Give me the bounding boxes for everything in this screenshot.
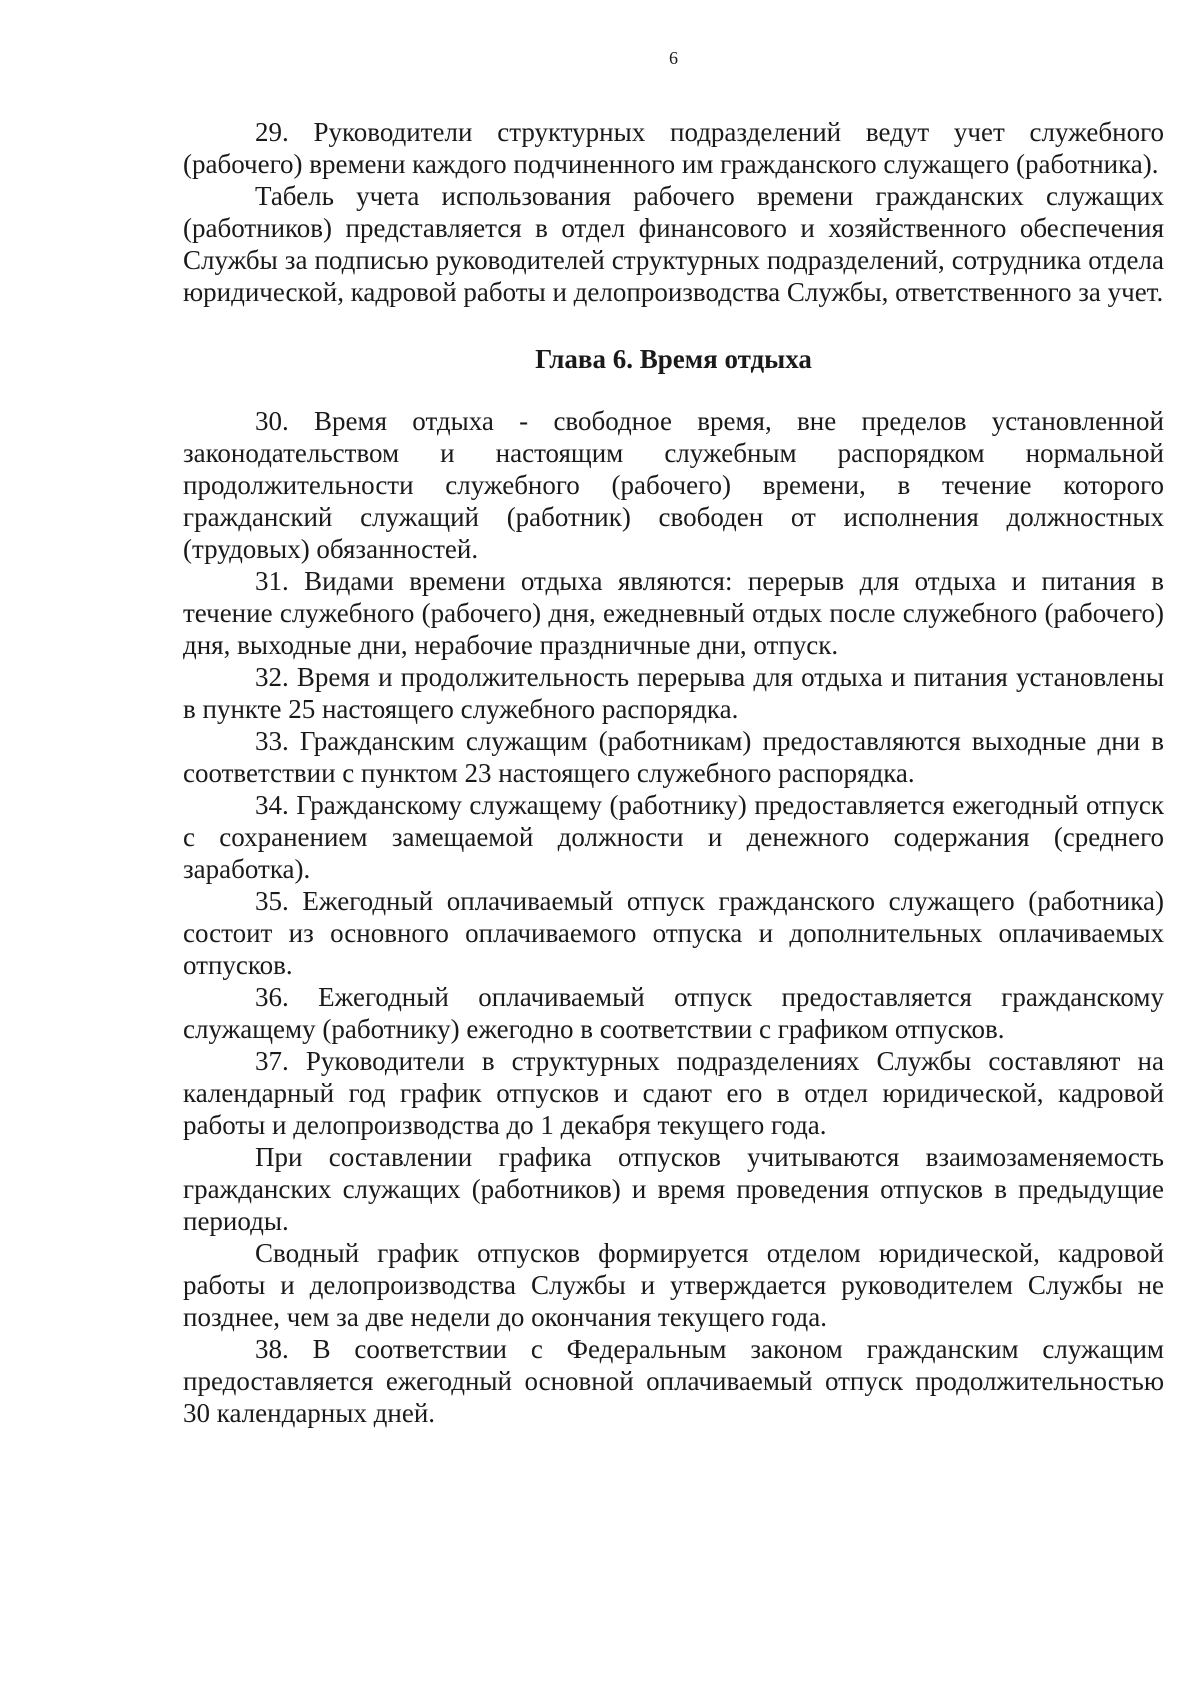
paragraph-35: 35. Ежегодный оплачиваемый отпуск гражданского служащего (работника) состоит из основного оплачиваемого отпуска и дополнительных оплачиваемых отпусков.	[183, 886, 1164, 980]
paragraph-36: 36. Ежегодный оплачиваемый отпуск предоставляется гражданскому служащему (работнику) ежегодно в соответствии с графиком отпусков.	[183, 982, 1164, 1044]
paragraph-30: 30. Время отдыха - свободное время, вне пределов установленной законодательством и настоящим служебным распорядком нормальной продолжительности служебного (рабочего) времени, в течение которого гражданский служащий (работник) свободен от исполнения должностных (трудовых) обязанностей.	[183, 406, 1164, 564]
paragraph-29: 29. Руководители структурных подразделений ведут учет служебного (рабочего) времени каждого подчиненного им гражданского служащего (работника).	[183, 117, 1164, 179]
paragraph-32: 32. Время и продолжительность перерыва для отдыха и питания установлены в пункте 25 настоящего служебного распорядка.	[183, 662, 1164, 724]
paragraph-timesheet: Табель учета использования рабочего времени гражданских служащих (работников) представляется в отдел финансового и хозяйственного обеспечения Службы за подписью руководителей структурных подразделений, сотрудника отдела юридической, кадровой работы и делопроизводства Службы, ответственного за учет.	[183, 181, 1164, 307]
document-body	[183, 116, 1164, 1429]
paragraph-37-schedule: При составлении графика отпусков учитываются взаимозаменяемость гражданских служащих (работников) и время проведения отпусков в предыдущие периоды.	[183, 1142, 1164, 1236]
page-number: 6	[669, 48, 678, 68]
paragraph-37: 37. Руководители в структурных подразделениях Службы составляют на календарный год график отпусков и сдают его в отдел юридической, кадровой работы и делопроизводства до 1 декабря текущего года.	[183, 1046, 1164, 1140]
paragraph-38: 38. В соответствии с Федеральным законом гражданским служащим предоставляется ежегодный основной оплачиваемый отпуск продолжительностью 30 календарных дней.	[183, 1334, 1164, 1428]
paragraph-34: 34. Гражданскому служащему (работнику) предоставляется ежегодный отпуск с сохранением замещаемой должности и денежного содержания (среднего заработка).	[183, 790, 1164, 884]
paragraph-37-summary: Сводный график отпусков формируется отделом юридической, кадровой работы и делопроизводства Службы и утверждается руководителем Службы не позднее, чем за две недели до окончания текущего года.	[183, 1238, 1164, 1332]
paragraph-33: 33. Гражданским служащим (работникам) предоставляются выходные дни в соответствии с пунктом 23 настоящего служебного распорядка.	[183, 726, 1164, 788]
paragraph-31: 31. Видами времени отдыха являются: перерыв для отдыха и питания в течение служебного (рабочего) дня, ежедневный отдых после служебного (рабочего) дня, выходные дни, нерабочие праздничные дни, отпуск.	[183, 566, 1164, 660]
chapter-title: Глава 6. Время отдыха	[535, 344, 812, 374]
